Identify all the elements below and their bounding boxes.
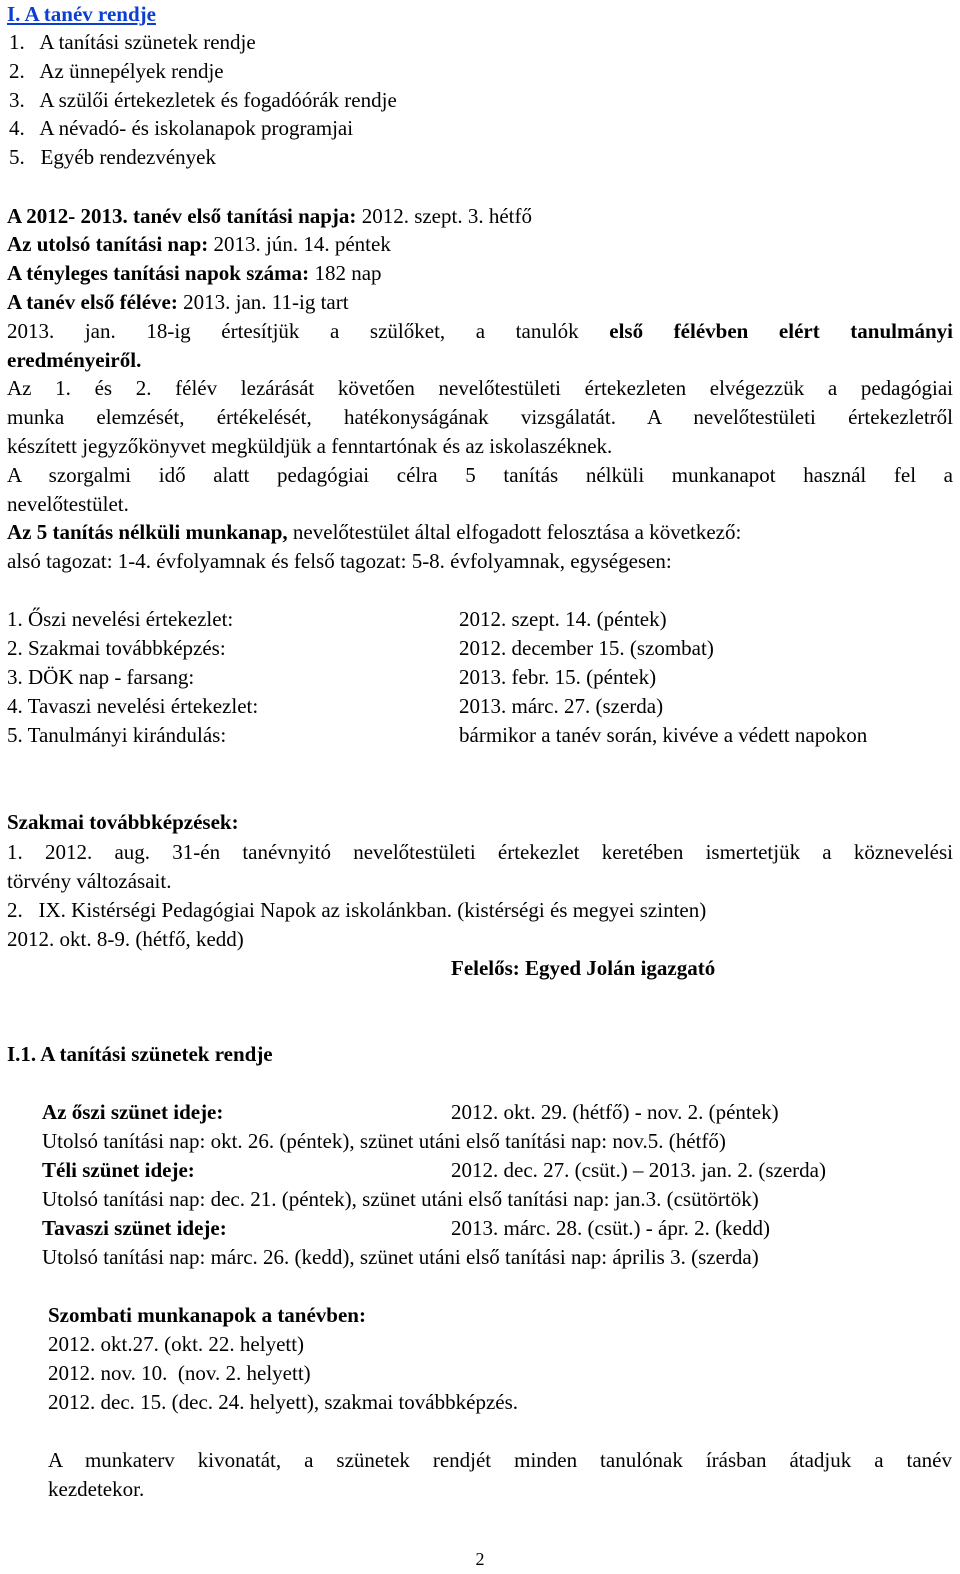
training-line: 1. 2012. aug. 31-én tanévnyitó nevelőtestületi értekezlet keretében ismertetjük a köznevelési [7, 840, 953, 864]
paragraph-bold: első félévben elért tanulmányi [609, 319, 953, 343]
workday-row [7, 634, 953, 663]
paragraph-distribution-line [7, 518, 953, 547]
break-row [42, 1214, 953, 1243]
break-label: Tavaszi szünet ideje: [42, 1216, 227, 1240]
workday-row [7, 721, 953, 750]
saturday-item: 2012. nov. 10. (nov. 2. helyett) [48, 1361, 311, 1385]
info-value: 182 nap [309, 261, 382, 285]
paragraph-evaluation-line: Az 1. és 2. félév lezárását követően nevelőtestületi értekezleten elvégezzük a pedagógiai [7, 376, 953, 400]
paragraph-report-line: eredményeiről. [7, 348, 142, 372]
saturdays-title: Szombati munkanapok a tanévben: [48, 1303, 366, 1327]
paragraph-workdays-line: A szorgalmi idő alatt pedagógiai célra 5 tanítás nélküli munkanapot használ fel a [7, 463, 953, 487]
break-label: Az őszi szünet ideje: [42, 1100, 224, 1124]
paragraph-evaluation-line: munka elemzését, értékelését, hatékonyságának vizsgálatát. A nevelőtestületi értekezletről [7, 405, 953, 429]
info-last-day [7, 230, 953, 259]
paragraph-distribution-line: alsó tagozat: 1-4. évfolyamnak és felső tagozat: 5-8. évfolyamnak, egységesen: [7, 549, 672, 573]
closing-line: A munkaterv kivonatát, a szünetek rendjét minden tanulónak írásban átadjuk a tanév [48, 1448, 952, 1472]
info-label: A 2012- 2013. tanév első tanítási napja: [7, 204, 357, 228]
paragraph-text: 2013. jan. 18-ig értesítjük a szülőket, a tanulók [7, 319, 610, 343]
info-value: 2013. jan. 11-ig tart [177, 290, 349, 314]
training-line: törvény változásait. [7, 869, 172, 893]
break-note: Utolsó tanítási nap: márc. 26. (kedd), szünet utáni első tanítási nap: április 3. (szerda) [42, 1245, 759, 1269]
responsible-person: Felelős: Egyed Jolán igazgató [451, 956, 716, 980]
toc-item: 1. A tanítási szünetek rendje [9, 30, 256, 54]
workday-date: 2013. febr. 15. (péntek) [459, 665, 657, 689]
break-row [42, 1156, 953, 1185]
info-value: 2013. jún. 14. péntek [208, 232, 391, 256]
workday-label: 2. Szakmai továbbképzés: [7, 636, 226, 660]
page-number: 2 [475, 1549, 485, 1569]
info-first-semester [7, 288, 953, 317]
break-row [42, 1098, 953, 1127]
info-day-count [7, 259, 953, 288]
workday-row [7, 663, 953, 692]
workday-label: 1. Őszi nevelési értekezlet: [7, 607, 234, 631]
workday-label: 3. DÖK nap - farsang: [7, 665, 195, 689]
info-label: A tanév első féléve: [7, 290, 178, 314]
workday-date: 2012. szept. 14. (péntek) [459, 607, 667, 631]
toc-item: 5. Egyéb rendezvények [9, 145, 216, 169]
workday-row [7, 605, 953, 634]
paragraph-evaluation-line: készített jegyzőkönyvet megküldjük a fenntartónak és az iskolaszéknek. [7, 434, 613, 458]
break-date: 2012. okt. 29. (hétfő) - nov. 2. (péntek) [451, 1100, 779, 1124]
training-line: 2. IX. Kistérségi Pedagógiai Napok az iskolánkban. (kistérségi és megyei szinten) [7, 898, 707, 922]
break-date: 2013. márc. 28. (csüt.) - ápr. 2. (kedd) [451, 1216, 770, 1240]
toc-item: 3. A szülői értekezletek és fogadóórák rendje [9, 88, 397, 112]
workday-date: 2013. márc. 27. (szerda) [459, 694, 664, 718]
break-note: Utolsó tanítási nap: okt. 26. (péntek), szünet utáni első tanítási nap: nov.5. (hétfő) [42, 1129, 726, 1153]
info-first-day [7, 202, 953, 231]
toc-item: 4. A névadó- és iskolanapok programjai [9, 116, 354, 140]
section-title: I.1. A tanítási szünetek rendje [7, 1042, 273, 1066]
workday-label: 4. Tavaszi nevelési értekezlet: [7, 694, 259, 718]
break-label: Téli szünet ideje: [42, 1158, 195, 1182]
saturday-item: 2012. dec. 15. (dec. 24. helyett), szakmai továbbképzés. [48, 1390, 519, 1414]
workday-date: bármikor a tanév során, kivéve a védett napokon [459, 723, 868, 747]
break-date: 2012. dec. 27. (csüt.) – 2013. jan. 2. (szerda) [451, 1158, 826, 1182]
training-line: 2012. okt. 8-9. (hétfő, kedd) [7, 927, 244, 951]
info-label: A tényleges tanítási napok száma: [7, 261, 310, 285]
closing-line: kezdetekor. [48, 1477, 145, 1501]
paragraph-text: nevelőtestület által elfogadott felosztása a következő: [287, 520, 742, 544]
training-title: Szakmai továbbképzések: [7, 810, 239, 834]
workday-date: 2012. december 15. (szombat) [459, 636, 714, 660]
toc-item: 2. Az ünnepélyek rendje [9, 59, 224, 83]
paragraph-workdays-line: nevelőtestület. [7, 492, 129, 516]
info-value: 2012. szept. 3. hétfő [356, 204, 532, 228]
document-heading[interactable]: I. A tanév rendje [7, 2, 156, 26]
paragraph-bold: Az 5 tanítás nélküli munkanap, [7, 520, 288, 544]
info-label: Az utolsó tanítási nap: [7, 232, 209, 256]
paragraph-report-line [7, 317, 953, 346]
break-note: Utolsó tanítási nap: dec. 21. (péntek), szünet utáni első tanítási nap: jan.3. (csütörtök) [42, 1187, 759, 1211]
workday-row [7, 692, 953, 721]
saturday-item: 2012. okt.27. (okt. 22. helyett) [48, 1332, 305, 1356]
workday-label: 5. Tanulmányi kirándulás: [7, 723, 227, 747]
